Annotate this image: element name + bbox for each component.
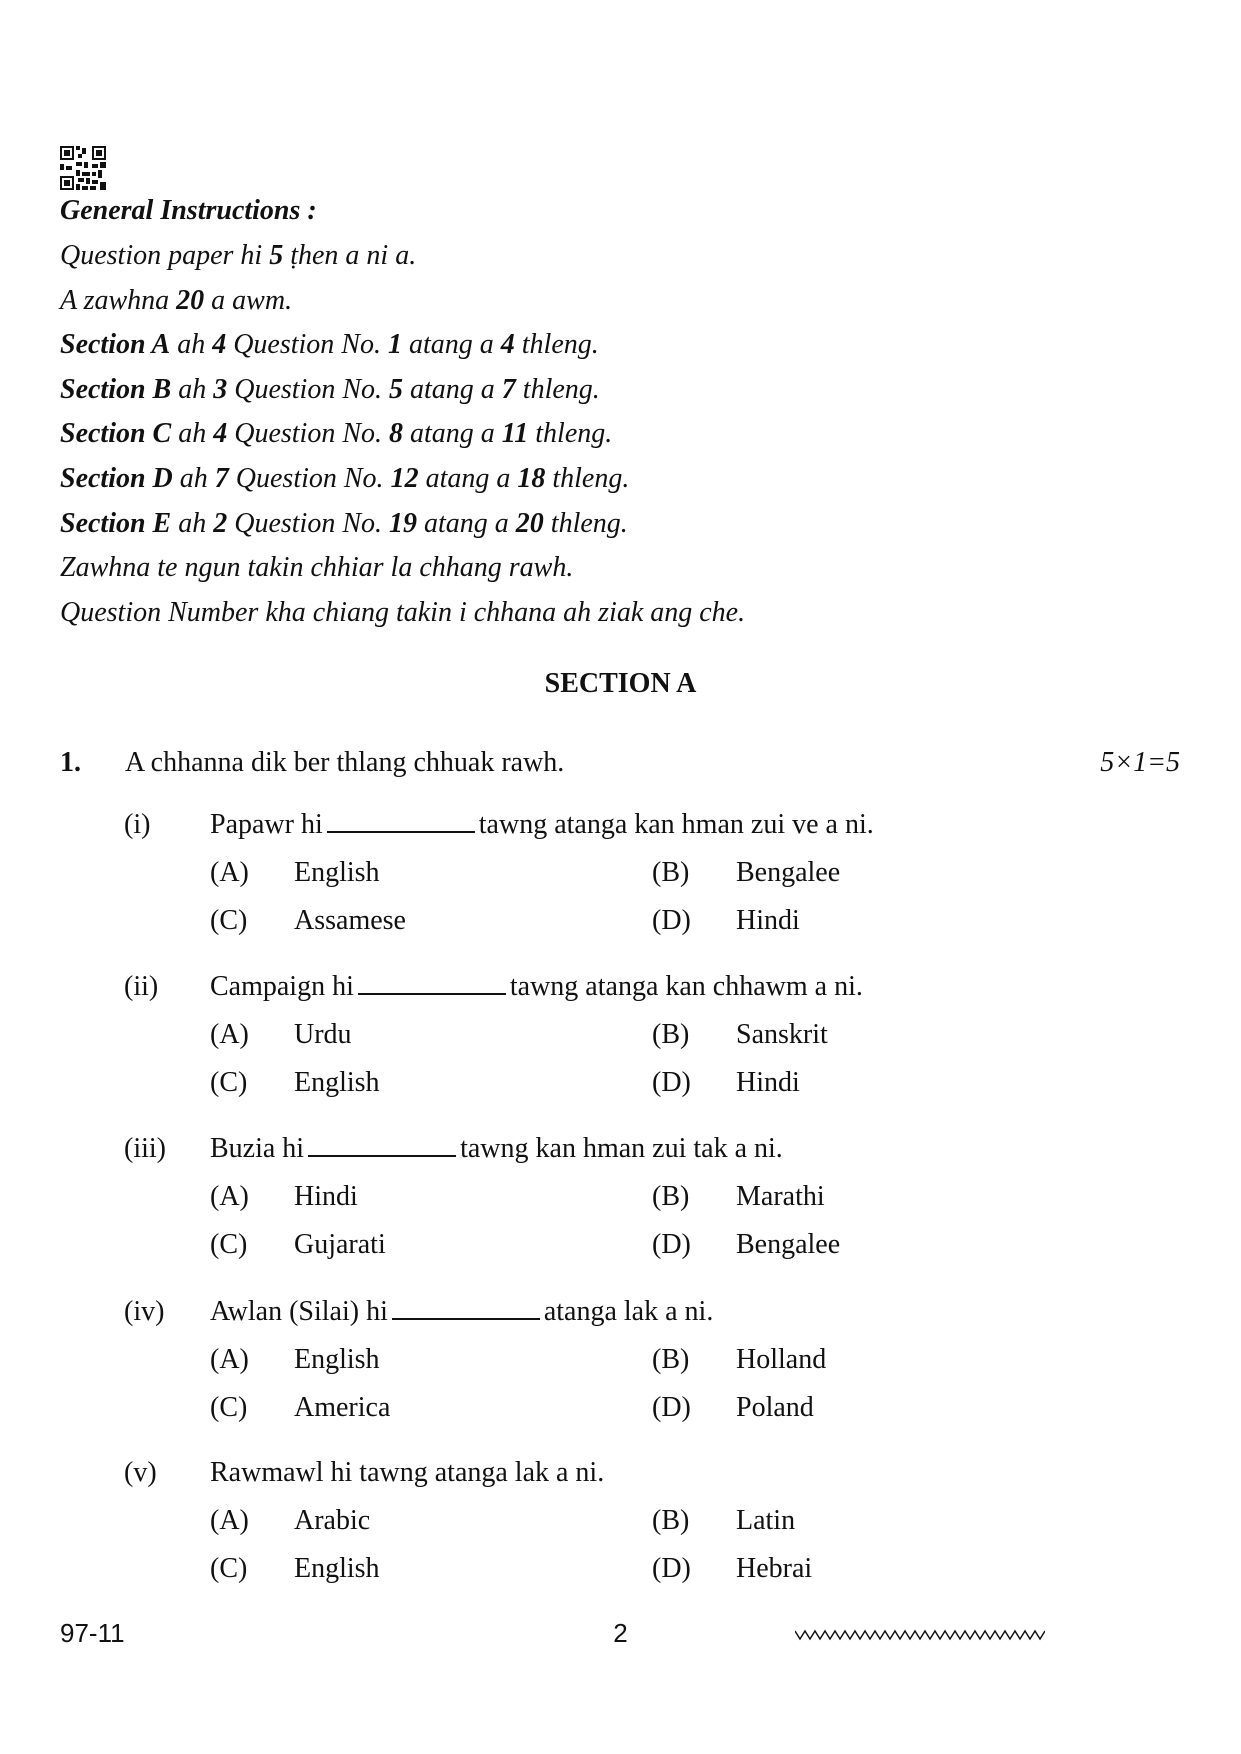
option-text: English [294,1553,380,1584]
subquestion-label: (ii) [124,971,159,1002]
option-text: Hindi [736,1067,800,1098]
answer-option [210,856,610,890]
fill-in-blank [308,1133,456,1157]
instruction-text: 5 [389,373,404,405]
subquestion-text [210,1132,783,1166]
instruction-lines [60,240,1160,629]
instruction-text: a awm. [204,284,293,316]
instruction-text: atang a [403,418,502,450]
instruction-text: Question No. [228,462,391,494]
instruction-text: ah [171,507,214,539]
subquestion-text [210,970,863,1004]
subquestion-text-after: tawng kan hman zui tak a ni. [460,1133,783,1164]
subquestion-text-before: Rawmawl hi tawng atanga lak a ni. [210,1457,605,1488]
option-letter: (A) [210,1344,249,1375]
instruction-text: Question paper hi [60,240,270,271]
instruction-text: Zawhna te ngun takin chhiar la chhang rawh. [60,552,574,584]
answer-option [652,1391,1052,1425]
instruction-text: 12 [390,462,419,494]
answer-option [210,1228,610,1262]
instruction-text: thleng. [528,418,613,450]
instruction-text: 8 [389,418,404,450]
subquestion-text-after: atanga lak a ni. [543,1296,714,1327]
option-letter: (C) [210,1553,248,1584]
answer-option [652,1066,1052,1100]
instruction-line [60,597,1160,629]
instruction-text: 7 [501,373,516,405]
subquestion-text-before: Papawr hi [210,809,323,840]
option-text: Sanskrit [736,1019,828,1050]
instruction-text: atang a [417,507,516,539]
page-footer [0,1616,1241,1650]
subquestion-text-after: tawng atanga kan hman zui ve a ni. [478,809,874,840]
subquestion-label: (iii) [124,1133,166,1164]
instruction-line [60,329,1160,361]
subquestion-text-after: tawng atanga kan chhawm a ni. [509,971,863,1002]
instruction-text: thleng. [543,507,628,539]
option-text: Assamese [294,905,406,936]
option-text: America [294,1392,391,1423]
instruction-text: 4 [500,329,515,361]
fill-in-blank [392,1296,540,1320]
option-text: Poland [736,1392,814,1423]
subquestion-label: (i) [124,809,151,840]
answer-option [210,1391,610,1425]
wavy-line-icon [795,1628,1045,1642]
answer-option [210,1504,610,1538]
option-text: Bengalee [736,857,841,888]
instruction-line [60,508,1160,540]
subquestion-text-before: Campaign hi [210,971,354,1002]
option-text: Urdu [294,1019,352,1050]
instruction-text: ah [170,329,213,361]
option-text: Latin [736,1505,796,1536]
option-letter: (A) [210,1019,249,1050]
answer-option [210,904,610,938]
option-text: English [294,1067,380,1098]
instruction-text: 11 [501,418,529,450]
option-text: Gujarati [294,1229,386,1260]
option-letter: (C) [210,1229,248,1260]
instruction-text: Question Number kha chiang takin i chhana ah ziak ang che. [60,596,746,628]
option-letter: (B) [652,1505,690,1536]
option-letter: (D) [652,1553,691,1584]
subquestion-text-before: Awlan (Silai) hi [210,1296,388,1327]
instruction-line [60,463,1160,495]
instruction-text: 4 [213,418,228,450]
subquestion-text-before: Buzia hi [210,1133,305,1164]
option-letter: (A) [210,1505,249,1536]
instruction-text: thleng. [545,462,630,494]
instruction-text: Section A [60,329,171,361]
instruction-text: atang a [418,462,518,494]
option-letter: (C) [210,905,248,936]
subquestion-text [210,1456,604,1490]
instruction-text: Question No. [227,507,390,539]
fill-in-blank [327,809,475,833]
page-number: 2 [613,1618,628,1648]
instruction-text: A zawhna [60,284,177,316]
answer-option [652,1504,1052,1538]
instruction-text: 4 [212,329,227,361]
instruction-text: Section C [60,418,172,450]
marks-label: 5×1=5 [1100,747,1180,778]
instruction-text: 18 [517,462,546,494]
option-text: English [294,857,380,888]
instruction-text: ah [171,418,214,450]
instruction-line [60,285,1160,317]
answer-option [652,1180,1052,1214]
option-letter: (B) [652,1019,690,1050]
instruction-text: 3 [213,373,228,405]
option-letter: (B) [652,1181,690,1212]
option-text: Bengalee [736,1229,841,1260]
option-text: Hebrai [736,1553,813,1584]
option-text: Marathi [736,1181,825,1212]
answer-option [210,1018,610,1052]
instruction-text: Section E [60,507,172,539]
question-number: 1. [60,747,81,778]
instruction-text: thleng. [515,373,600,405]
answer-option [652,1018,1052,1052]
option-letter: (D) [652,1067,691,1098]
option-text: Hindi [294,1181,358,1212]
fill-in-blank [358,971,506,995]
option-letter: (A) [210,1181,249,1212]
option-letter: (D) [652,1229,691,1260]
answer-option [210,1066,610,1100]
instruction-text: 20 [176,284,205,316]
subquestion-text [210,1295,713,1329]
option-letter: (C) [210,1067,248,1098]
instruction-text: ah [172,462,215,494]
instruction-text: atang a [401,329,501,361]
instruction-text: 19 [389,507,418,539]
subquestion-text [210,808,874,842]
answer-option [652,904,1052,938]
instruction-text: Question No. [226,329,388,361]
instruction-line [60,240,1160,272]
option-text: Arabic [294,1505,371,1536]
section-title: SECTION A [544,668,697,699]
instruction-line [60,374,1160,406]
paper-code: 97-11 [60,1618,125,1648]
option-letter: (C) [210,1392,248,1423]
question-text: A chhanna dik ber thlang chhuak rawh. [125,747,565,778]
answer-option [652,1343,1052,1377]
answer-option [652,1228,1052,1262]
instruction-line [60,552,1160,584]
option-letter: (B) [652,1344,690,1375]
instruction-line [60,418,1160,450]
instruction-text: 5 [269,240,284,271]
option-text: English [294,1344,380,1375]
instruction-text: ṭhen a ni a. [283,240,417,271]
instruction-text: 2 [213,507,228,539]
general-instructions [60,195,1160,641]
answer-option [210,1180,610,1214]
subquestion-label: (v) [124,1457,157,1488]
answer-option [652,856,1052,890]
option-letter: (B) [652,857,690,888]
qr-code-icon [60,146,106,190]
instructions-title: General Instructions : [60,195,317,226]
instruction-text: atang a [403,373,502,405]
answer-option [210,1343,610,1377]
answer-option [652,1552,1052,1586]
option-letter: (D) [652,1392,691,1423]
instruction-text: 1 [387,329,402,361]
instruction-text: Question No. [227,373,390,405]
instruction-text: thleng. [514,329,599,361]
answer-option [210,1552,610,1586]
option-text: Holland [736,1344,827,1375]
subquestion-label: (iv) [124,1296,165,1327]
option-letter: (D) [652,905,691,936]
instruction-text: Question No. [227,418,390,450]
instruction-text: ah [171,373,214,405]
option-text: Hindi [736,905,800,936]
instruction-text: Section B [60,373,172,405]
option-letter: (A) [210,857,249,888]
instruction-text: 20 [515,507,544,539]
instruction-text: Section D [60,462,173,494]
question-1-header [60,746,1180,780]
instruction-text: 7 [214,462,229,494]
